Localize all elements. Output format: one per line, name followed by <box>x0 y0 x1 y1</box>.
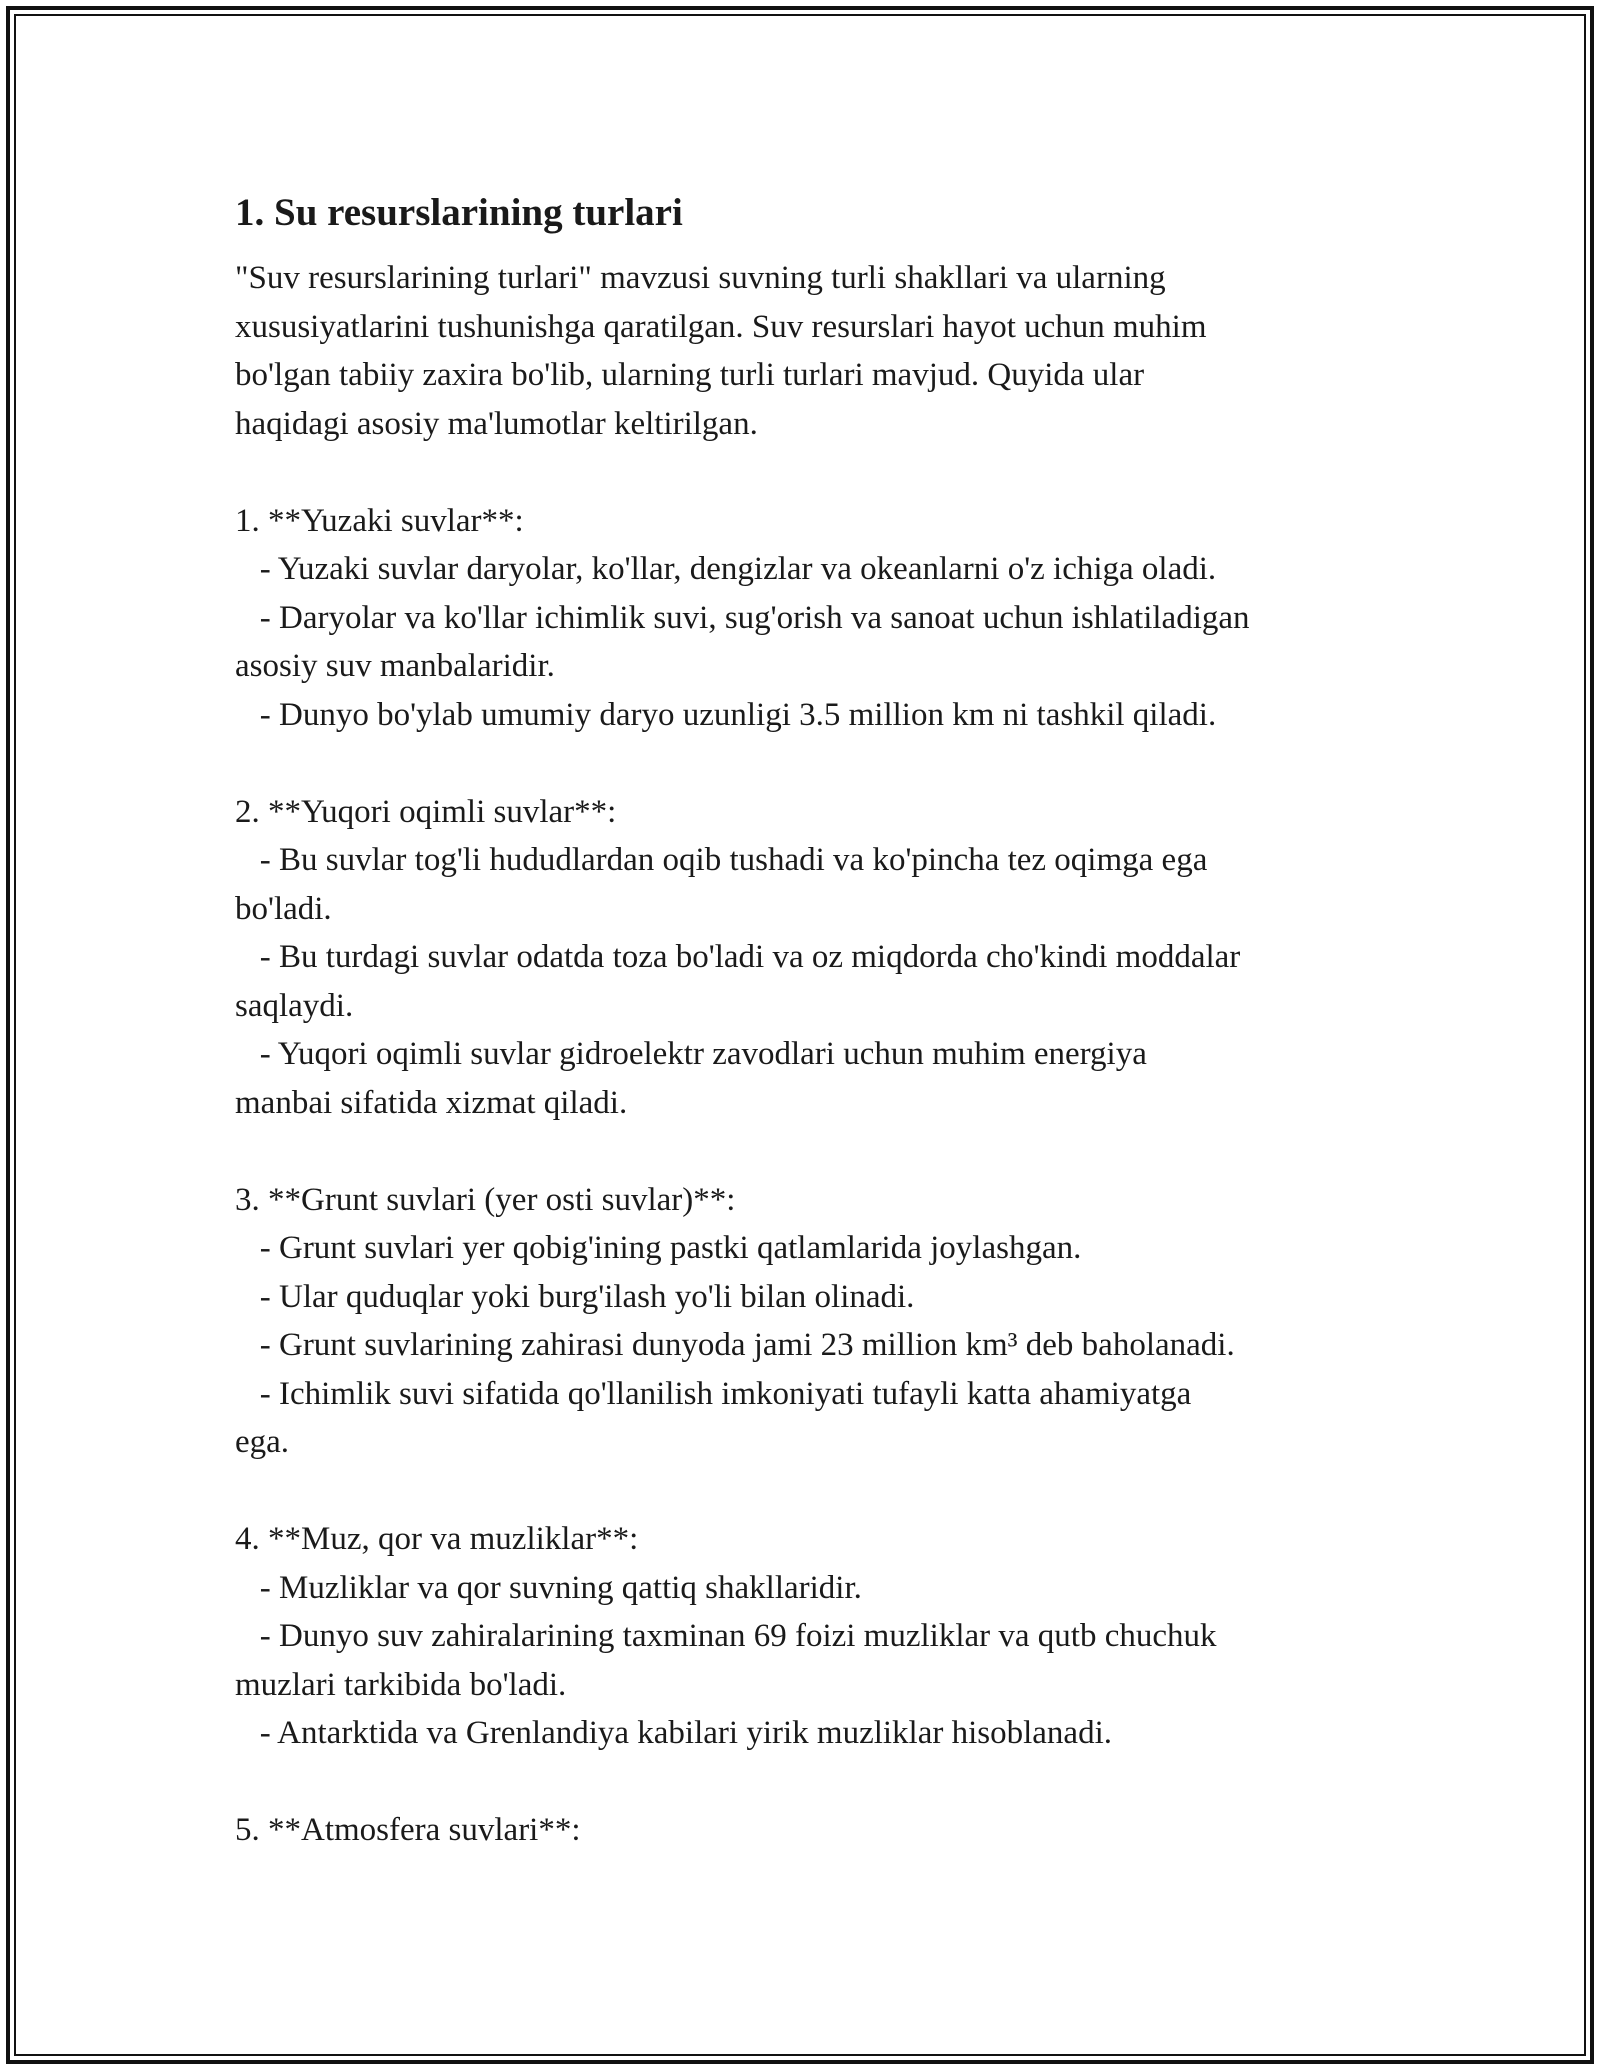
document-body: "Suv resurslarining turlari" mavzusi suvning turli shakllari va ularning xususiyatlarini tushunishga qaratilgan. Suv resurslari hayot uchun muhim bo'lgan tabiiy zaxira bo'lib, ularning turli turlari mavjud. Quyida ular haqidagi asosiy ma'lumotlar keltirilgan. 1. **Yuzaki suvlar**: - Yuzaki suvlar daryolar, ko'llar, dengizlar va okeanlarni o'z ichiga oladi. - Daryolar va ko'llar ichimlik suvi, sug'orish va sanoat uchun ishlatiladigan asosiy suv manbalaridir. - Dunyo bo'ylab umumiy daryo uzunligi 3.5 million km ni tashkil qiladi. 2. **Yuqori oqimli suvlar**: - Bu suvlar tog'li hududlardan oqib tushadi va ko'pincha tez oqimga ega bo'ladi. - Bu turdagi suvlar odatda toza bo'ladi va oz miqdorda cho'kindi moddalar saqlaydi. - Yuqori oqimli suvlar gidroelektr zavodlari uchun muhim energiya manbai sifatida xizmat qiladi. 3. **Grunt suvlari (yer osti suvlar)**: - Grunt suvlari yer qobig'ining pastki qatlamlarida joylashgan. - Ular quduqlar yoki burg'ilash yo'li bilan olinadi. - Grunt suvlarining zahirasi dunyoda jami 23 million km³ deb baholanadi. - Ichimlik suvi sifatida qo'llanilish imkoniyati tufayli katta ahamiyatga ega. 4. **Muz, qor va muzliklar**: - Muzliklar va qor suvning qattiq shakllaridir. - Dunyo suv zahiralarining taxminan 69 foizi muzliklar va qutb chuchuk muzlari tarkibida bo'ladi. - Antarktida va Grenlandiya kabilari yirik muzliklar hisoblanadi. 5. **Atmosfera suvlari**: <box>235 260 1250 1848</box>
document-title: 1. Su resurslarining turlari <box>235 191 683 234</box>
document-content <box>235 186 1375 1855</box>
